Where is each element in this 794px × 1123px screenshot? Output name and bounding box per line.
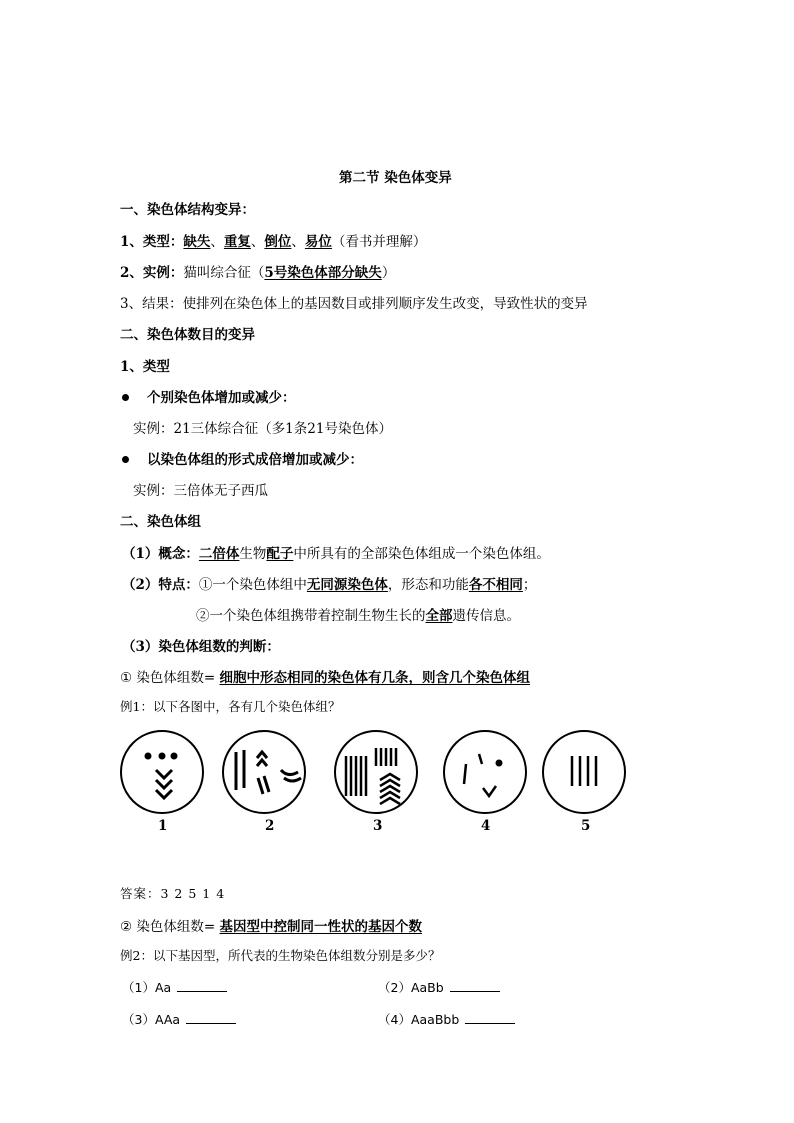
structure-types-line (120, 230, 426, 250)
feature-1-end: ； (522, 577, 537, 593)
answer-blank-1[interactable] (177, 980, 227, 992)
bullet-2 (122, 448, 363, 468)
types-suffix: （看书并理解） (331, 234, 427, 250)
number-type-heading: 1、类型 (120, 359, 170, 375)
cell-4-chromosomes (464, 754, 496, 796)
genotype-4-label: （4）AaaBbb (378, 1012, 460, 1027)
feature-2-line (196, 604, 520, 624)
type-inversion: 倒位 (264, 234, 292, 250)
feature-2-text1: ②一个染色体组携带着控制生物生长的 (196, 608, 426, 624)
concept-mid: 生物 (239, 546, 267, 562)
rule-1-line (120, 666, 530, 686)
bullet-1 (122, 386, 296, 406)
example-close: ） (381, 265, 396, 281)
sep-1: 、 (210, 234, 224, 250)
bullet-dot-icon (122, 456, 129, 463)
answer-blank-3[interactable] (186, 1012, 236, 1024)
cell-4-circle (444, 731, 526, 813)
figure-label-5: 5 (581, 818, 591, 834)
rule-2-prefix: ② 染色体组数= (120, 919, 220, 935)
structure-example-line (120, 261, 395, 281)
genotype-2-label: （2）AaBb (378, 980, 444, 995)
feature-1-line (122, 573, 536, 593)
feature-1-bold1: 无同源染色体 (306, 577, 388, 593)
genotype-3 (122, 1010, 236, 1028)
figure-label-4: 4 (481, 818, 491, 834)
feature-prefix: （2）特点： (122, 577, 199, 593)
type-duplication: 重复 (223, 234, 251, 250)
feature-1-text2: ，形态和功能 (387, 577, 469, 593)
bullet-1-text: 个别染色体增加或减少： (147, 390, 296, 406)
section-2-heading: 二、染色体数目的变异 (120, 327, 255, 343)
example-bold: 5号染色体部分缺失 (264, 265, 382, 281)
page-title: 第二节 染色体变异 (339, 170, 452, 186)
concept-prefix: （1）概念： (122, 546, 199, 562)
example-text: 猫叫综合征（ (183, 265, 265, 281)
cell-1-circle (121, 731, 203, 813)
genotype-1-label: （1）Aa (122, 980, 172, 995)
feature-2-bold: 全部 (425, 608, 453, 624)
types-prefix: 1、类型： (120, 234, 184, 250)
answer-blank-4[interactable] (465, 1012, 515, 1024)
cell-2-chromosomes (236, 750, 301, 794)
figure-label-3: 3 (373, 818, 383, 834)
cell-5-circle (543, 731, 625, 813)
example-1-line: 实例：21三体综合征（多1条21号染色体） (133, 421, 392, 437)
genotype-3-label: （3）AAa (122, 1012, 181, 1027)
concept-rest: 中所具有的全部染色体组成一个染色体组。 (293, 546, 550, 562)
question-1: 例1：以下各图中，各有几个染色体组？ (120, 699, 341, 714)
cell-5-chromosomes (572, 756, 596, 786)
sep-3: 、 (291, 234, 305, 250)
rule-2-line (120, 915, 422, 935)
feature-1-bold2: 各不相同 (468, 577, 523, 593)
feature-2-text2: 遗传信息。 (452, 608, 520, 624)
type-translocation: 易位 (304, 234, 332, 250)
figure-label-1: 1 (158, 818, 168, 834)
answer-blank-2[interactable] (450, 980, 500, 992)
bullet-dot-icon (122, 394, 129, 401)
sep-2: 、 (250, 234, 265, 250)
rule-2-bold: 基因型中控制同一性状的基因个数 (219, 919, 422, 935)
cell-4-dot (496, 760, 503, 767)
answer-1: 答案：3 2 5 1 4 (120, 886, 226, 901)
judge-heading: （3）染色体组数的判断： (122, 639, 280, 655)
rule-1-prefix: ① 染色体组数= (120, 670, 220, 686)
concept-gamete: 配子 (266, 546, 294, 562)
genotype-1 (122, 978, 227, 996)
cell-3-chromosomes (346, 748, 400, 804)
feature-1-text1: ①一个染色体组中 (198, 577, 307, 593)
concept-line (122, 542, 550, 562)
section-3-heading: 二、染色体组 (120, 514, 201, 530)
structure-result-line: 3、结果：使排列在染色体上的基因数目或排列顺序发生改变，导致性状的变异 (120, 296, 588, 312)
example-2-line: 实例：三倍体无子西瓜 (133, 483, 268, 499)
bullet-2-text: 以染色体组的形式成倍增加或减少： (147, 452, 363, 468)
genotype-4 (378, 1010, 515, 1028)
rule-1-bold: 细胞中形态相同的染色体有几条，则含几个染色体组 (219, 670, 530, 686)
cell-3-circle (335, 731, 417, 813)
figure-label-2: 2 (265, 818, 275, 834)
example-prefix: 2、实例： (120, 265, 184, 281)
genotype-2 (378, 978, 500, 996)
type-deletion: 缺失 (183, 234, 211, 250)
question-2: 例2：以下基因型，所代表的生物染色体组数分别是多少？ (120, 948, 441, 963)
chromosome-figures (118, 726, 626, 818)
section-1-heading: 一、染色体结构变异： (120, 202, 255, 218)
cell-1-chromosomes (145, 753, 178, 799)
concept-diploid: 二倍体 (198, 546, 240, 562)
